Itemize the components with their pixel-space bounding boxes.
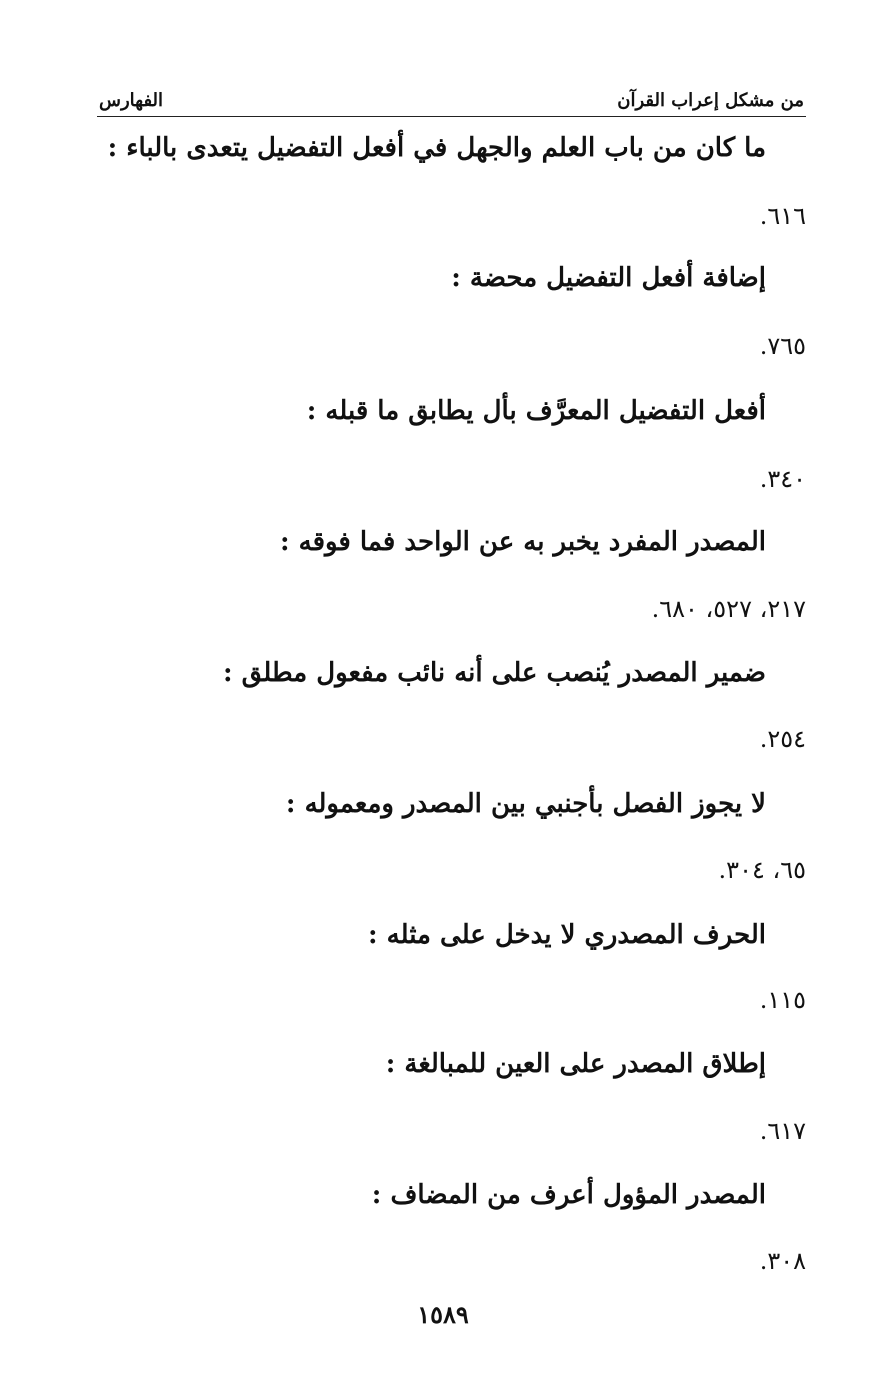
entry-pages: ٣٠٨. — [759, 1247, 806, 1275]
entry-heading: المصدر المفرد يخبر به عن الواحد فما فوقه : — [279, 527, 766, 557]
entry-pages: ٣٤٠. — [759, 465, 806, 493]
entry-pages: ٢٥٤. — [759, 725, 806, 753]
entry-heading: ضمير المصدر يُنصب على أنه نائب مفعول مطلق : — [222, 658, 766, 688]
entry-heading: لا يجوز الفصل بأجنبي بين المصدر ومعموله : — [285, 789, 766, 819]
entry-pages: ٦١٧. — [759, 1117, 806, 1145]
entry-pages: ٦٥، ٣٠٤. — [718, 856, 806, 884]
book-title: من مشكل إعراب القرآن — [617, 90, 804, 111]
entry-heading: أفعل التفضيل المعرَّف بأل يطابق ما قبله : — [306, 396, 766, 426]
entry-heading: الحرف المصدري لا يدخل على مثله : — [368, 920, 766, 950]
page-number: ١٥٨٩ — [417, 1300, 469, 1329]
entry-heading: إضافة أفعل التفضيل محضة : — [451, 263, 766, 293]
entry-heading: ما كان من باب العلم والجهل في أفعل التفضيل يتعدى بالباء : — [107, 133, 766, 163]
entry-pages: ١١٥. — [759, 986, 806, 1014]
entry-pages: ٦١٦. — [759, 202, 806, 230]
running-header — [97, 88, 806, 117]
entry-heading: إطلاق المصدر على العين للمبالغة : — [385, 1049, 766, 1079]
entry-pages: ٢١٧، ٥٢٧، ٦٨٠. — [651, 595, 806, 623]
entry-pages: ٧٦٥. — [759, 332, 806, 360]
entry-heading: المصدر المؤول أعرف من المضاف : — [371, 1180, 766, 1210]
section-title: الفهارس — [99, 90, 164, 111]
